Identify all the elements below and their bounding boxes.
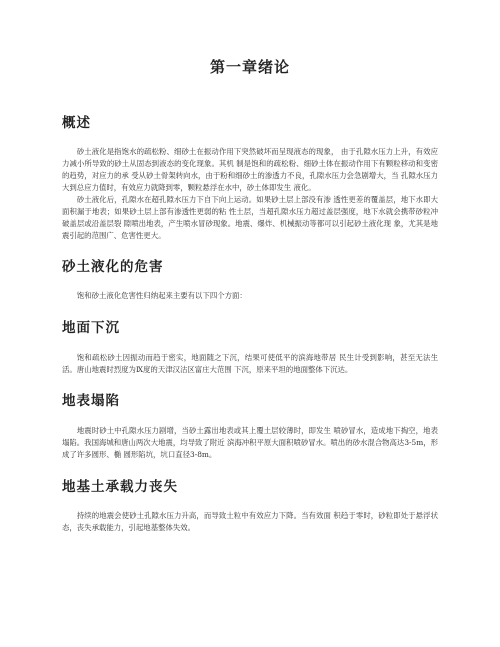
paragraph: 饱和砂土液化危害性归纳起来主要有以下四个方面：: [76, 291, 247, 300]
paragraph: 地震时砂土中孔隙水压力剧增，当砂土露出地表或其上覆土层较薄时，即发生 喷砂冒水，造成地下掏空，地表塌陷。我国海城和唐山两次大地震，均导致了附近 滨海冲积平原大面积喷砂冒水。喷出的砂水混合物高达3-5m，形成了许多圆形、椭 圆形陷坑，坑口直径3-8m。: [62, 426, 439, 459]
paragraph: 持续的地震会使砂土孔隙水压力升高，而导致土粒中有效应力下降。当有效面 积趋于零时，砂粒即处于悬浮状态，丧失承载能力，引起地基整体失效。: [62, 511, 438, 532]
paragraph: 砂土液化是指饱水的疏松粉、细砂土在振动作用下突然破坏而呈现液态的现象， 由于孔隙水压力上升，有效应力减小所导致的砂土从固态到液态的变化现象。其机 制是饱和的疏松粉、细砂土体在振动作用下有颗粒移动和变密的趋势，对应力的承 受从砂土骨架转向水，由于粉和细砂土的渗透力不良，孔隙水压力会急剧增大，当 孔隙水压力大到总应力值时，有效应力就降到零，颗粒悬浮在水中，砂土体即发生 液化。: [62, 147, 438, 192]
section-heading-surface-collapse: 地表塌陷: [62, 393, 120, 409]
section-heading-overview: 概述: [62, 115, 91, 131]
section-heading-bearing-capacity-loss: 地基土承载力丧失: [62, 479, 178, 495]
paragraph: 饱和疏松砂土因振动而趋于密实，地面随之下沉，结果可使低平的滨海地带居 民生计受到影响，甚至无法生活。唐山地震时烈度为Ⅸ度的天津汉沽区富庄大范围 下沉，原来平坦的地面整体下沉达。: [62, 353, 438, 374]
section-heading-hazards: 砂土液化的危害: [62, 259, 164, 275]
paragraph: 砂土液化后，孔隙水在超孔隙水压力下自下向上运动。如果砂土层上部没有渗 透性更差的覆盖层，地下水即大面积漏于地表；如果砂土层上部有渗透性更弱的粘 性土层，当超孔隙水压力超过盖层强度，地下水就会携带砂粒冲破盖层或沿盖层裂 隙喷出地表，产生喷水冒砂现象。地震、爆炸、机械振动等都可以引起砂土液化现 象，尤其是地震引起的范围广、危害性更大。: [62, 195, 438, 240]
section-heading-ground-subsidence: 地面下沉: [62, 320, 120, 336]
chapter-title: 第一章绪论: [209, 58, 290, 76]
